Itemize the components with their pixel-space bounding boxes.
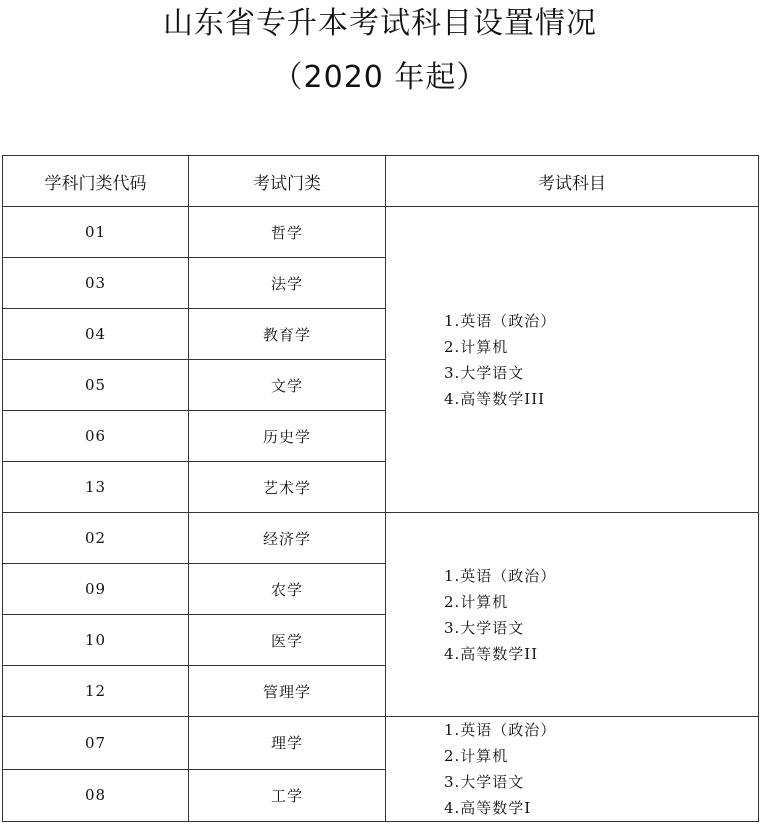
subject-item: 1.英语（政治） (444, 721, 557, 739)
category-cell: 历史学 (189, 411, 386, 462)
page-title: 山东省专升本考试科目设置情况 (163, 6, 597, 41)
subject-item: 2.计算机 (444, 592, 509, 611)
subject-item: 1.英语（政治） (444, 311, 557, 330)
category-cell: 法学 (189, 258, 386, 309)
table-row (3, 207, 759, 258)
category-cell: 教育学 (189, 309, 386, 360)
category-cell: 文学 (189, 360, 386, 411)
table-row (3, 513, 759, 564)
code-cell: 01 (3, 207, 189, 258)
subject-item: 4.高等数学Ⅰ (444, 799, 532, 817)
header-exam-category: 考试门类 (189, 156, 386, 207)
subjects-cell-group-3 (386, 717, 759, 822)
code-cell: 10 (3, 615, 189, 666)
subject-item: 3.大学语文 (444, 773, 525, 791)
code-cell: 02 (3, 513, 189, 564)
subject-item: 2.计算机 (444, 337, 509, 356)
code-cell: 08 (3, 769, 189, 822)
subject-item: 2.计算机 (444, 747, 509, 765)
code-cell: 05 (3, 360, 189, 411)
subject-item: 4.高等数学II (444, 644, 539, 663)
code-cell: 07 (3, 717, 189, 770)
table-row (3, 717, 759, 770)
code-cell: 06 (3, 411, 189, 462)
header-exam-subjects: 考试科目 (386, 156, 759, 207)
code-cell: 13 (3, 462, 189, 513)
category-cell: 工学 (189, 769, 386, 822)
subject-item: 4.高等数学III (444, 389, 546, 408)
category-cell: 艺术学 (189, 462, 386, 513)
subject-item: 3.大学语文 (444, 363, 525, 382)
subject-item: 3.大学语文 (444, 618, 525, 637)
category-cell: 理学 (189, 717, 386, 770)
header-discipline-code: 学科门类代码 (3, 156, 189, 207)
code-cell: 09 (3, 564, 189, 615)
code-cell: 12 (3, 666, 189, 717)
subjects-cell-group-2 (386, 513, 759, 717)
subject-item: 1.英语（政治） (444, 566, 557, 585)
category-cell: 管理学 (189, 666, 386, 717)
table-header-row (3, 156, 759, 207)
category-cell: 哲学 (189, 207, 386, 258)
code-cell: 04 (3, 309, 189, 360)
category-cell: 经济学 (189, 513, 386, 564)
category-cell: 医学 (189, 615, 386, 666)
exam-subjects-table (2, 155, 759, 822)
subjects-cell-group-1 (386, 207, 759, 513)
category-cell: 农学 (189, 564, 386, 615)
page-subtitle-year: （2020 年起） (272, 60, 488, 95)
code-cell: 03 (3, 258, 189, 309)
